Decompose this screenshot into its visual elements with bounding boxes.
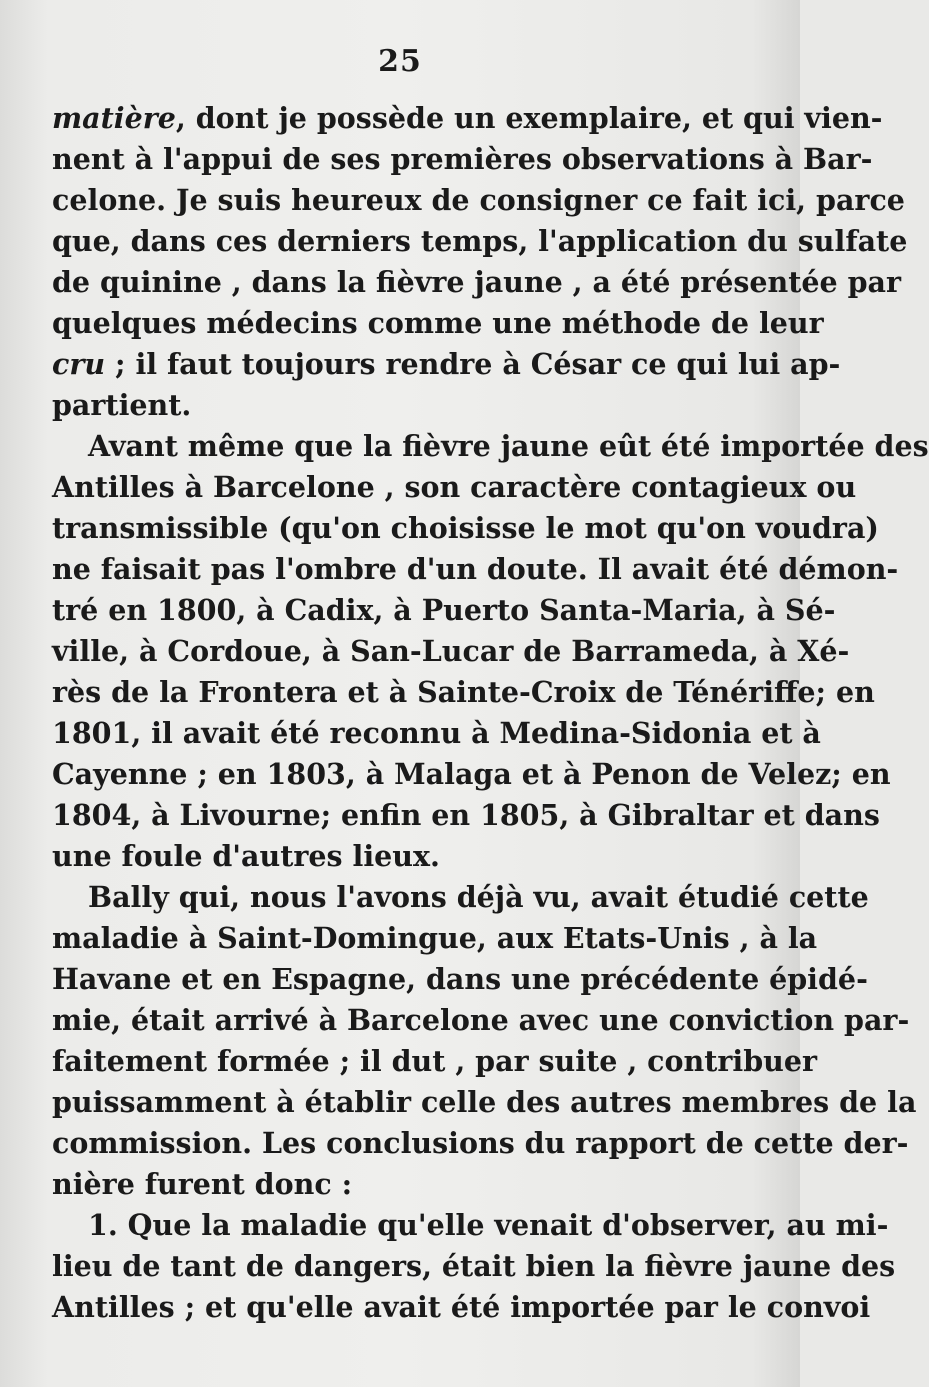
italic-word: matière xyxy=(52,101,176,135)
paragraph xyxy=(52,877,917,1205)
text-line: 1801, il avait été reconnu à Medina-Sidonia et à xyxy=(52,716,821,750)
body-text xyxy=(52,98,929,1328)
text-line: Bally qui, nous l'avons déjà vu, avait étudié cette xyxy=(88,880,869,914)
text-line: une foule d'autres lieux. xyxy=(52,839,440,873)
text-line: Cayenne ; en 1803, à Malaga et à Penon de Velez; en xyxy=(52,757,891,791)
text-line: puissamment à établir celle des autres membres de la xyxy=(52,1085,917,1119)
text-line: 1. Que la maladie qu'elle venait d'observer, au mi- xyxy=(88,1208,889,1242)
text-line: 1804, à Livourne; enfin en 1805, à Gibraltar et dans xyxy=(52,798,880,832)
text-line: ville, à Cordoue, à San-Lucar de Barrameda, à Xé- xyxy=(52,634,850,668)
text-line: mie, était arrivé à Barcelone avec une conviction par- xyxy=(52,1003,910,1037)
text-line: ne faisait pas l'ombre d'un doute. Il avait été démon- xyxy=(52,552,899,586)
text-line: Antilles ; et qu'elle avait été importée par le convoi xyxy=(52,1290,871,1324)
text-line xyxy=(52,98,883,139)
paragraph xyxy=(52,1205,896,1328)
paragraph xyxy=(52,98,908,426)
text-line: faitement formée ; il dut , par suite , contribuer xyxy=(52,1044,818,1078)
text-line: rès de la Frontera et à Sainte-Croix de Ténériffe; en xyxy=(52,675,875,709)
text-line: partient. xyxy=(52,388,192,422)
line-text: , dont je possède un exemplaire, et qui vien- xyxy=(175,101,883,135)
text-line: tré en 1800, à Cadix, à Puerto Santa-Maria, à Sé- xyxy=(52,593,836,627)
text-line xyxy=(52,344,841,385)
page-number: 25 xyxy=(378,44,422,79)
text-line: quelques médecins comme une méthode de leur xyxy=(52,306,824,340)
text-line: de quinine , dans la fièvre jaune , a été présentée par xyxy=(52,265,902,299)
text-line: nent à l'appui de ses premières observations à Bar- xyxy=(52,142,873,176)
text-line: Antilles à Barcelone , son caractère contagieux ou xyxy=(52,470,857,504)
paragraph xyxy=(52,426,929,877)
text-line: que, dans ces derniers temps, l'application du sulfate xyxy=(52,224,908,258)
text-line: lieu de tant de dangers, était bien la fièvre jaune des xyxy=(52,1249,896,1283)
text-line: commission. Les conclusions du rapport de cette der- xyxy=(52,1126,909,1160)
italic-word: cru xyxy=(52,347,106,381)
text-line: Havane et en Espagne, dans une précédente épidé- xyxy=(52,962,868,996)
text-line: transmissible (qu'on choisisse le mot qu'on voudra) xyxy=(52,511,879,545)
text-line: maladie à Saint-Domingue, aux Etats-Unis , à la xyxy=(52,921,818,955)
line-text: ; il faut toujours rendre à César ce qui lui ap- xyxy=(105,347,841,381)
text-line: Avant même que la fièvre jaune eût été importée des xyxy=(88,429,929,463)
text-line: celone. Je suis heureux de consigner ce fait ici, parce xyxy=(52,183,905,217)
text-line: nière furent donc : xyxy=(52,1167,353,1201)
